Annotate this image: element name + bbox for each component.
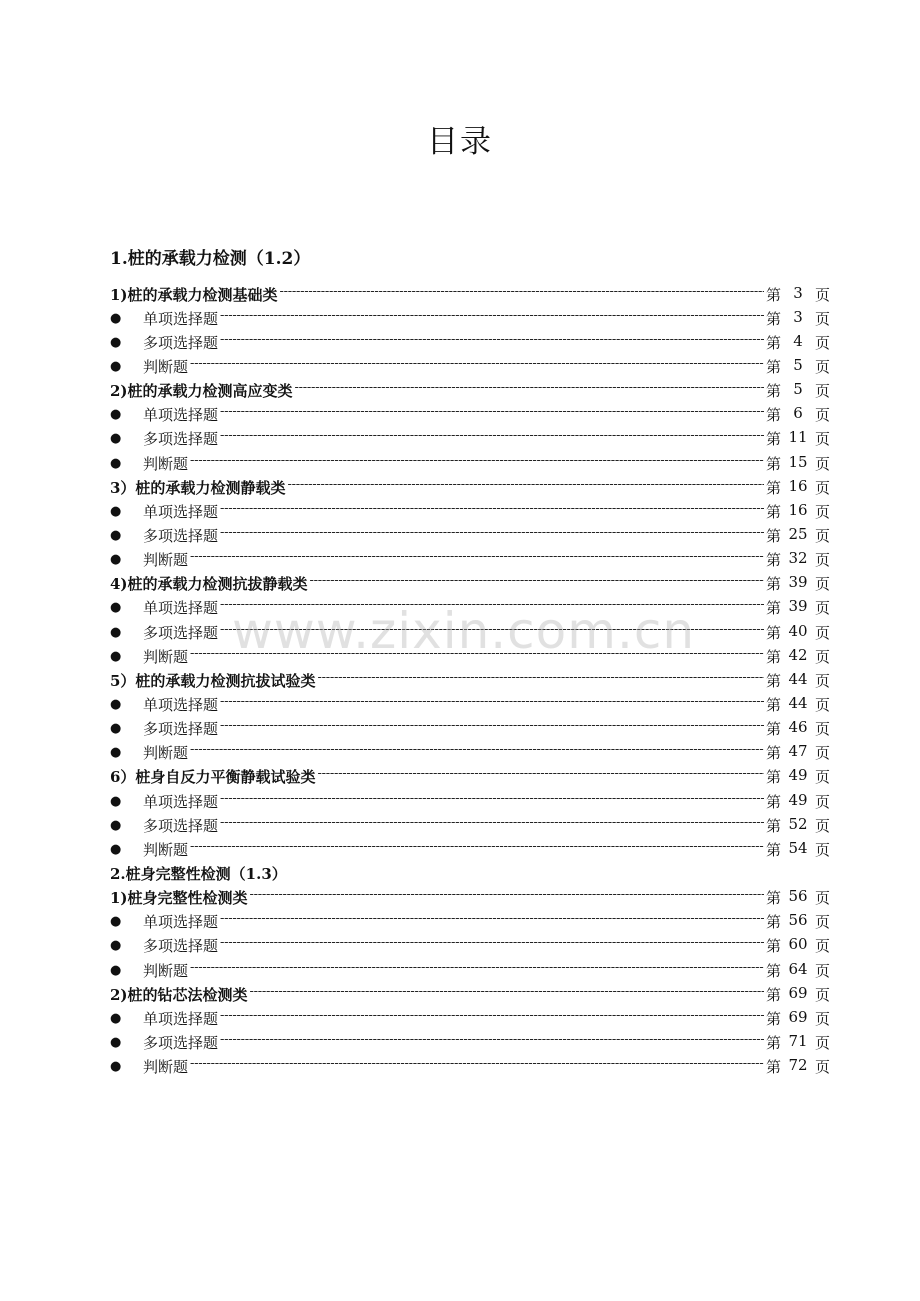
toc-row	[110, 403, 830, 427]
bullet-icon: ●	[110, 503, 122, 519]
page-number: 第 54 页	[766, 838, 830, 859]
toc-row	[110, 282, 830, 306]
toc-entry-label: 判断题	[143, 840, 189, 859]
toc-row	[110, 475, 830, 499]
page-number: 第 44 页	[766, 693, 830, 714]
section-heading-2	[110, 861, 830, 885]
toc-row	[110, 668, 830, 692]
bullet-icon: ●	[110, 1010, 122, 1026]
toc-row	[110, 1055, 830, 1079]
toc-row	[110, 765, 830, 789]
bullet-icon: ●	[110, 648, 122, 664]
page-number: 第 49 页	[766, 790, 830, 811]
bullet-icon: ●	[110, 1034, 122, 1050]
dot-leader	[220, 914, 764, 929]
bullet-icon: ●	[110, 624, 122, 640]
toc-entry-label: 多项选择题	[143, 1033, 219, 1052]
toc-entry-label: 单项选择题	[143, 792, 219, 811]
page-number: 第 69 页	[766, 983, 830, 1004]
page-number: 第 60 页	[766, 935, 830, 956]
toc-entry-label: 多项选择题	[143, 937, 219, 956]
toc-row	[110, 1006, 830, 1030]
page-number: 第 3 页	[766, 283, 830, 304]
toc-row	[110, 717, 830, 741]
toc-row	[110, 427, 830, 451]
toc-row	[110, 1030, 830, 1054]
toc-row	[110, 306, 830, 330]
toc-entry-label: 单项选择题	[143, 1009, 219, 1028]
bullet-icon: ●	[110, 841, 122, 857]
toc-row	[110, 934, 830, 958]
page-number: 第 6 页	[766, 404, 830, 425]
bullet-icon: ●	[110, 527, 122, 543]
section-heading-1: 1.桩的承载力检测（1.2）	[110, 249, 311, 269]
toc-row	[110, 982, 830, 1006]
bullet-icon: ●	[110, 1059, 122, 1075]
dot-leader	[220, 504, 764, 519]
toc-entry-label: 6）桩身自反力平衡静载试验类	[110, 768, 316, 787]
toc-row	[110, 354, 830, 378]
toc-entry-label: 多项选择题	[143, 623, 219, 642]
dot-leader	[220, 697, 764, 712]
dot-leader	[220, 311, 764, 326]
bullet-icon: ●	[110, 552, 122, 568]
toc-entry-label: 3）桩的承载力检测静载类	[110, 478, 286, 497]
dot-leader	[317, 769, 764, 784]
bullet-icon: ●	[110, 817, 122, 833]
page-number: 第 42 页	[766, 645, 830, 666]
toc-entry-label: 多项选择题	[143, 430, 219, 449]
toc-entry-label: 多项选择题	[143, 720, 219, 739]
page-number: 第 44 页	[766, 669, 830, 690]
bullet-icon: ●	[110, 431, 122, 447]
toc-entry-label: 多项选择题	[143, 333, 219, 352]
toc-row	[110, 886, 830, 910]
dot-leader	[295, 383, 764, 398]
bullet-icon: ●	[110, 696, 122, 712]
toc-entry-label: 5）桩的承载力检测抗拔试验类	[110, 671, 316, 690]
toc-entry-label: 单项选择题	[143, 309, 219, 328]
page-number: 第 71 页	[766, 1031, 830, 1052]
bullet-icon: ●	[110, 721, 122, 737]
dot-leader	[190, 1059, 764, 1074]
page-title: 目录	[427, 124, 493, 160]
page-number: 第 32 页	[766, 549, 830, 570]
toc-entry-label: 单项选择题	[143, 502, 219, 521]
page-number: 第 15 页	[766, 452, 830, 473]
toc-row	[110, 958, 830, 982]
dot-leader	[220, 818, 764, 833]
bullet-icon: ●	[110, 793, 122, 809]
dot-leader	[220, 1035, 764, 1050]
page-number: 第 16 页	[766, 476, 830, 497]
page-number: 第 4 页	[766, 331, 830, 352]
toc-entry-label: 判断题	[143, 551, 189, 570]
bullet-icon: ●	[110, 455, 122, 471]
page-number: 第 56 页	[766, 911, 830, 932]
dot-leader	[190, 842, 764, 857]
dot-leader	[287, 480, 764, 495]
page-number: 第 5 页	[766, 355, 830, 376]
toc-entry-label: 判断题	[143, 961, 189, 980]
toc-entry-label: 单项选择题	[143, 406, 219, 425]
dot-leader	[190, 745, 764, 760]
page-number: 第 64 页	[766, 959, 830, 980]
dot-leader	[220, 721, 764, 736]
toc-row	[110, 330, 830, 354]
dot-leader	[220, 1011, 764, 1026]
bullet-icon: ●	[110, 745, 122, 761]
toc-entry-label: 判断题	[143, 744, 189, 763]
page-number: 第 16 页	[766, 500, 830, 521]
page-number: 第 69 页	[766, 1007, 830, 1028]
toc-row	[110, 523, 830, 547]
toc-entry-label: 多项选择题	[143, 526, 219, 545]
page-number: 第 49 页	[766, 766, 830, 787]
page-number: 第 72 页	[766, 1056, 830, 1077]
toc-entry-label: 判断题	[143, 1058, 189, 1077]
toc-row	[110, 741, 830, 765]
toc-row	[110, 572, 830, 596]
toc-entry-label: 判断题	[143, 454, 189, 473]
bullet-icon: ●	[110, 914, 122, 930]
dot-leader	[220, 431, 764, 446]
page-number: 第 39 页	[766, 597, 830, 618]
dot-leader	[190, 552, 764, 567]
page-number: 第 46 页	[766, 718, 830, 739]
dot-leader	[310, 576, 764, 591]
page-number: 第 25 页	[766, 524, 830, 545]
page-number: 第 5 页	[766, 380, 830, 401]
dot-leader	[190, 456, 764, 471]
toc-entry-label: 1)桩的承载力检测基础类	[110, 285, 278, 304]
dot-leader	[190, 359, 764, 374]
page-number: 第 56 页	[766, 887, 830, 908]
toc-entry-label: 单项选择题	[143, 599, 219, 618]
dot-leader	[220, 335, 764, 350]
toc-row	[110, 813, 830, 837]
page-number: 第 3 页	[766, 307, 830, 328]
bullet-icon: ●	[110, 407, 122, 423]
toc-row	[110, 499, 830, 523]
page-number: 第 40 页	[766, 621, 830, 642]
bullet-icon: ●	[110, 600, 122, 616]
page-number: 第 52 页	[766, 814, 830, 835]
dot-leader	[220, 528, 764, 543]
dot-leader	[220, 794, 764, 809]
bullet-icon: ●	[110, 962, 122, 978]
table-of-contents	[110, 282, 830, 1079]
toc-entry-label: 1)桩身完整性检测类	[110, 889, 248, 908]
toc-row	[110, 789, 830, 813]
page-number: 第 39 页	[766, 573, 830, 594]
toc-row	[110, 451, 830, 475]
toc-row	[110, 692, 830, 716]
bullet-icon: ●	[110, 334, 122, 350]
page-number: 第 11 页	[766, 428, 830, 449]
dot-leader	[190, 963, 764, 978]
dot-leader	[317, 673, 764, 688]
toc-entry-label: 2)桩的钻芯法检测类	[110, 985, 248, 1004]
toc-entry-label: 2)桩的承载力检测高应变类	[110, 382, 293, 401]
toc-row	[110, 837, 830, 861]
toc-entry-label: 4)桩的承载力检测抗拔静载类	[110, 575, 308, 594]
toc-row	[110, 910, 830, 934]
dot-leader	[250, 890, 764, 905]
dot-leader	[250, 987, 764, 1002]
toc-entry-label: 判断题	[143, 357, 189, 376]
toc-entry-label: 判断题	[143, 647, 189, 666]
toc-row	[110, 379, 830, 403]
toc-row	[110, 548, 830, 572]
watermark: www.zixin.com.cn	[232, 602, 696, 660]
toc-entry-label: 单项选择题	[143, 695, 219, 714]
page-number: 第 47 页	[766, 742, 830, 763]
toc-entry-label: 单项选择题	[143, 913, 219, 932]
bullet-icon: ●	[110, 938, 122, 954]
bullet-icon: ●	[110, 358, 122, 374]
toc-entry-label: 多项选择题	[143, 816, 219, 835]
toc-entry-label: 2.桩身完整性检测（1.3）	[110, 864, 287, 883]
dot-leader	[220, 407, 764, 422]
dot-leader	[280, 287, 764, 302]
bullet-icon: ●	[110, 310, 122, 326]
dot-leader	[220, 938, 764, 953]
